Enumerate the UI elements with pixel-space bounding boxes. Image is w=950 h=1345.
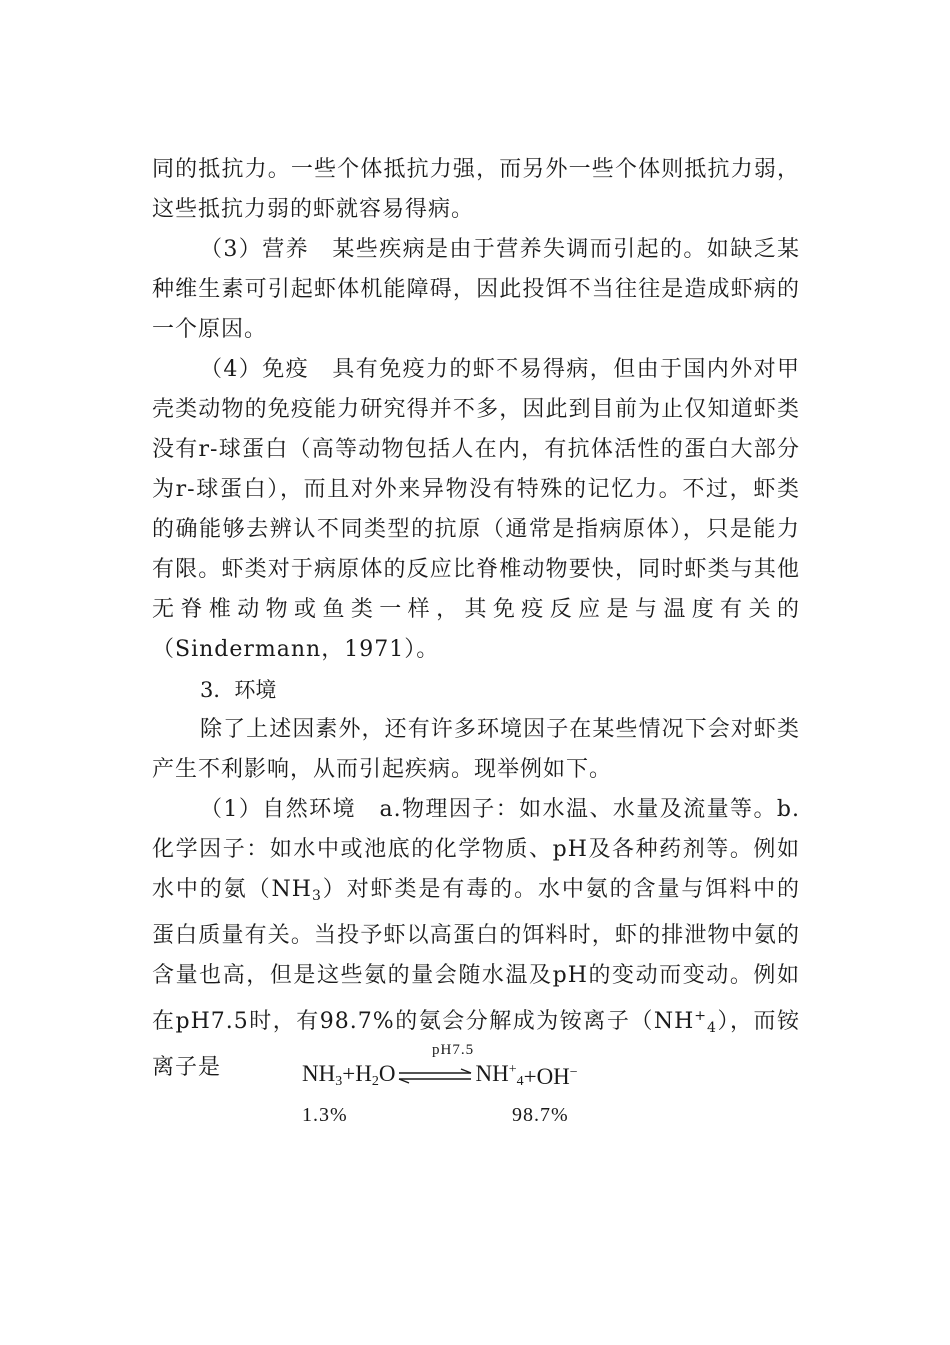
equation-reactant-ammonia: $NH_3$ [302,1061,343,1089]
ratio-ammonium: 98.7% [512,1104,569,1126]
equation-reactant-water: $+H_2O$ [342,1061,396,1089]
natural-environment-sub-1: 3 [311,888,322,904]
document-page [152,150,800,1088]
ratio-ammonia: 1.3% [302,1104,348,1126]
equation-product-hydroxide: +OH− [523,1064,578,1089]
chemical-equation [302,1042,722,1144]
natural-environment-text-2: ）对虾类是有毒的。水中氨的含量与饵料中的蛋白质量有关。当投予虾以高蛋白的饵料时，虾的排泄物中氨的含量也高，但是这些氨的量会随水温及pH的变动而变动。例如在pH7.5时，有98.7%的氨会分解成为铵离子（NH [152,877,800,1034]
equation-line [302,1042,722,1090]
equation-condition: pH7.5 [432,1042,475,1058]
natural-environment-sub-2: 4 [707,1020,717,1036]
equation-product-ammonium: $NH^+_4$ [475,1061,524,1089]
equilibrium-arrow-icon [397,1068,473,1084]
paragraph-resistance: 同的抵抗力。一些个体抵抗力强，而另外一些个体则抵抗力弱，这些抵抗力弱的虾就容易得病。 [152,157,800,222]
natural-environment-sup: + [694,1008,708,1024]
natural-environment-text-3: ），而铵离子是 [152,1009,800,1080]
paragraph-environment-intro: 除了上述因素外，还有许多环境因子在某些情况下会对虾类产生不利影响，从而引起疾病。现举例如下。 [152,717,800,782]
paragraph-immunity: （4）免疫 具有免疫力的虾不易得病，但由于国内外对甲壳类动物的免疫能力研究得并不多，因此到目前为止仅知道虾类没有r-球蛋白（高等动物包括人在内，有抗体活性的蛋白大部分为r-球蛋白），而且对外来异物没有特殊的记忆力。不过，虾类的确能够去辨认不同类型的抗原（通常是指病原体），只是能力有限。虾类对于病原体的反应比脊椎动物要快，同时虾类与其他无脊椎动物或鱼类一样，其免疫反应是与温度有关的（Sindermann，1971）。 [152,357,800,662]
equation-ratios [302,1104,722,1144]
paragraph-nutrition: （3）营养 某些疾病是由于营养失调而引起的。如缺乏某种维生素可引起虾体机能障碍，因此投饵不当往往是造成虾病的一个原因。 [152,237,800,342]
natural-environment-text-1: （1）自然环境 a.物理因子：如水温、水量及流量等。b.化学因子：如水中或池底的化学物质、pH及各种药剂等。例如水中的氨（NH [152,797,800,902]
section-heading-environment: 3．环境 [200,678,277,702]
